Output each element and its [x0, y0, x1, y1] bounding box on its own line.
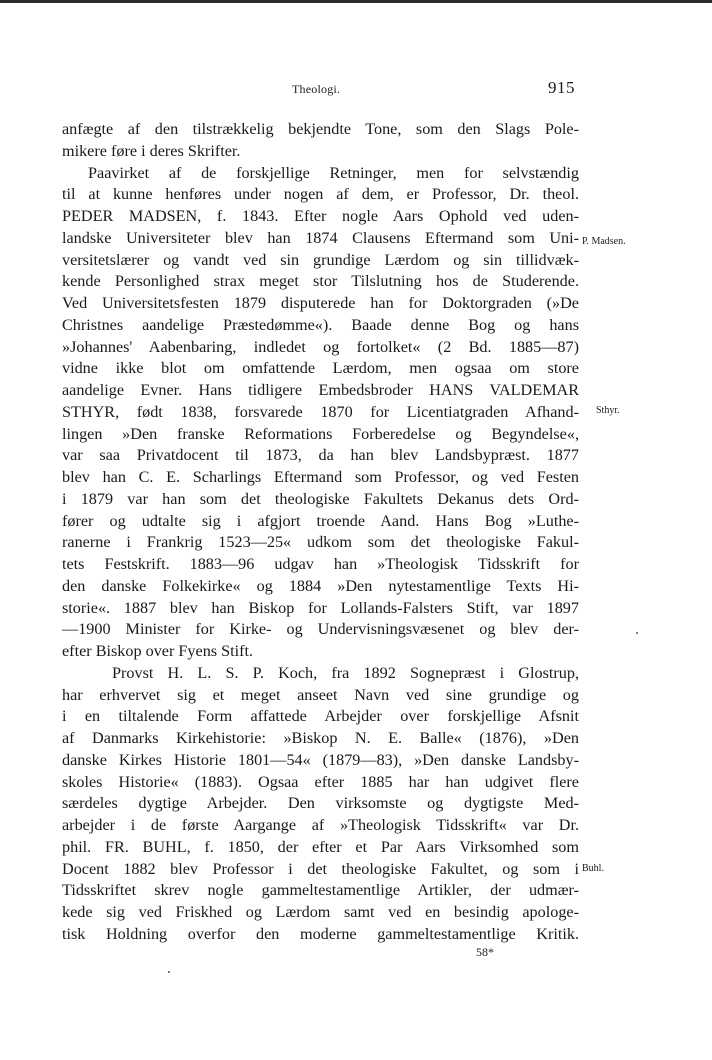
margin-note-madsen: P. Madsen.	[582, 236, 626, 247]
text-line: STHYR, født 1838, forsvarede 1870 for Licentiatgraden Afhand-	[62, 402, 579, 421]
text-line: anfægte af den tilstrækkelig bekjendte Tone, som den Slags Pole-	[62, 120, 579, 138]
text-line: Tidsskriftet skrev nogle gammeltestamentlige Artikler, der udmær-	[62, 881, 579, 900]
text-line: Provst H. L. S. P. Koch, fra 1892 Sognepræst i Glostrup,	[112, 663, 579, 682]
text-line: arbejder i de første Aargange af »Theologisk Tidsskrift« var Dr.	[62, 816, 579, 834]
text-line: ranerne i Frankrig 1523—25« udkom som det theologiske Fakul-	[62, 533, 579, 552]
text-line: kende Personlighed strax meget stor Tilslutning hos de Studerende.	[62, 272, 579, 291]
text-line: den danske Folkekirke« og 1884 »Den nytestamentlige Texts Hi-	[62, 576, 579, 595]
text-line: vidne ikke blot om omfattende Lærdom, men ogsaa om store	[62, 359, 579, 378]
text-line: Paavirket af de forskjellige Retninger, men for selvstændig	[88, 163, 579, 182]
page-speck	[168, 971, 170, 973]
text-line: Christnes aandelige Præstedømme«). Baade denne Bog og hans	[62, 315, 579, 334]
page-number: 915	[548, 78, 575, 97]
text-line: af Danmarks Kirkehistorie: »Biskop N. E. Balle« (1876), »Den	[62, 729, 579, 747]
text-line: aandelige Evner. Hans tidligere Embedsbroder HANS VALDEMAR	[62, 381, 579, 399]
text-line: til at kunne henføres under nogen af dem, er Professor, Dr. theol.	[62, 185, 579, 204]
text-line: i 1879 var han som det theologiske Fakultets Dekanus dets Ord-	[62, 489, 579, 508]
text-line: landske Universiteter blev han 1874 Clausens Eftermand som Uni-	[62, 228, 579, 247]
text-line: Docent 1882 blev Professor i det theologiske Fakultet, og som i	[62, 859, 579, 878]
text-line: »Johannes' Aabenbaring, indledet og fortolket« (2 Bd. 1885—87)	[62, 337, 579, 356]
text-line: i en tiltalende Form affattede Arbejder over forskjellige Afsnit	[62, 707, 579, 726]
text-line: efter Biskop over Fyens Stift.	[62, 642, 254, 660]
text-line: danske Kirkes Historie 1801—54« (1879—83), »Den danske Landsby-	[62, 750, 579, 769]
text-line: lingen »Den franske Reformations Forberedelse og Begyndelse«,	[62, 424, 579, 443]
text-line: tisk Holdning overfor den moderne gammeltestamentlige Kritik.	[62, 924, 579, 943]
text-line: mikere føre i deres Skrifter.	[62, 141, 241, 160]
body-text	[62, 119, 579, 946]
margin-note-sthyr: Sthyr.	[596, 405, 620, 416]
text-line: storie«. 1887 blev han Biskop for Lollands-Falsters Stift, var 1897	[62, 598, 579, 617]
page-speck	[636, 632, 638, 634]
text-line: skoles Historie« (1883). Ogsaa efter 1885 har han udgivet flere	[62, 772, 579, 791]
text-line: tets Festskrift. 1883—96 udgav han »Theologisk Tidsskrift for	[62, 555, 579, 573]
text-line: var saa Privatdocent til 1873, da han blev Landsbypræst. 1877	[62, 446, 579, 465]
top-rule	[0, 0, 712, 3]
text-line: phil. FR. BUHL, f. 1850, der efter et Par Aars Virksomhed som	[62, 837, 579, 856]
text-line: versitetslærer og vandt ved sin grundige Lærdom og sin tillidvæk-	[62, 250, 579, 269]
text-line: har erhvervet sig et meget anseet Navn ved sine grundige og	[62, 685, 579, 704]
text-line: særdeles dygtige Arbejder. Den virksomste og dygtigste Med-	[62, 794, 579, 813]
text-line: PEDER MADSEN, f. 1843. Efter nogle Aars Ophold ved uden-	[62, 207, 579, 225]
margin-note-buhl: Buhl.	[582, 863, 604, 874]
text-line: —1900 Minister for Kirke- og Undervisningsvæsenet og blev der-	[62, 620, 579, 639]
text-line: kede sig ved Friskhed og Lærdom samt ved en besindig apologe-	[62, 903, 579, 921]
text-line: blev han C. E. Scharlings Eftermand som Professor, og ved Festen	[62, 468, 579, 486]
text-line: Ved Universitetsfesten 1879 disputerede han for Doktorgraden (»De	[62, 294, 579, 312]
text-line: fører og udtalte sig i afgjort troende Aand. Hans Bog »Luthe-	[62, 511, 579, 530]
signature-mark: 58*	[476, 945, 494, 959]
running-head: Theologi.	[292, 82, 341, 96]
